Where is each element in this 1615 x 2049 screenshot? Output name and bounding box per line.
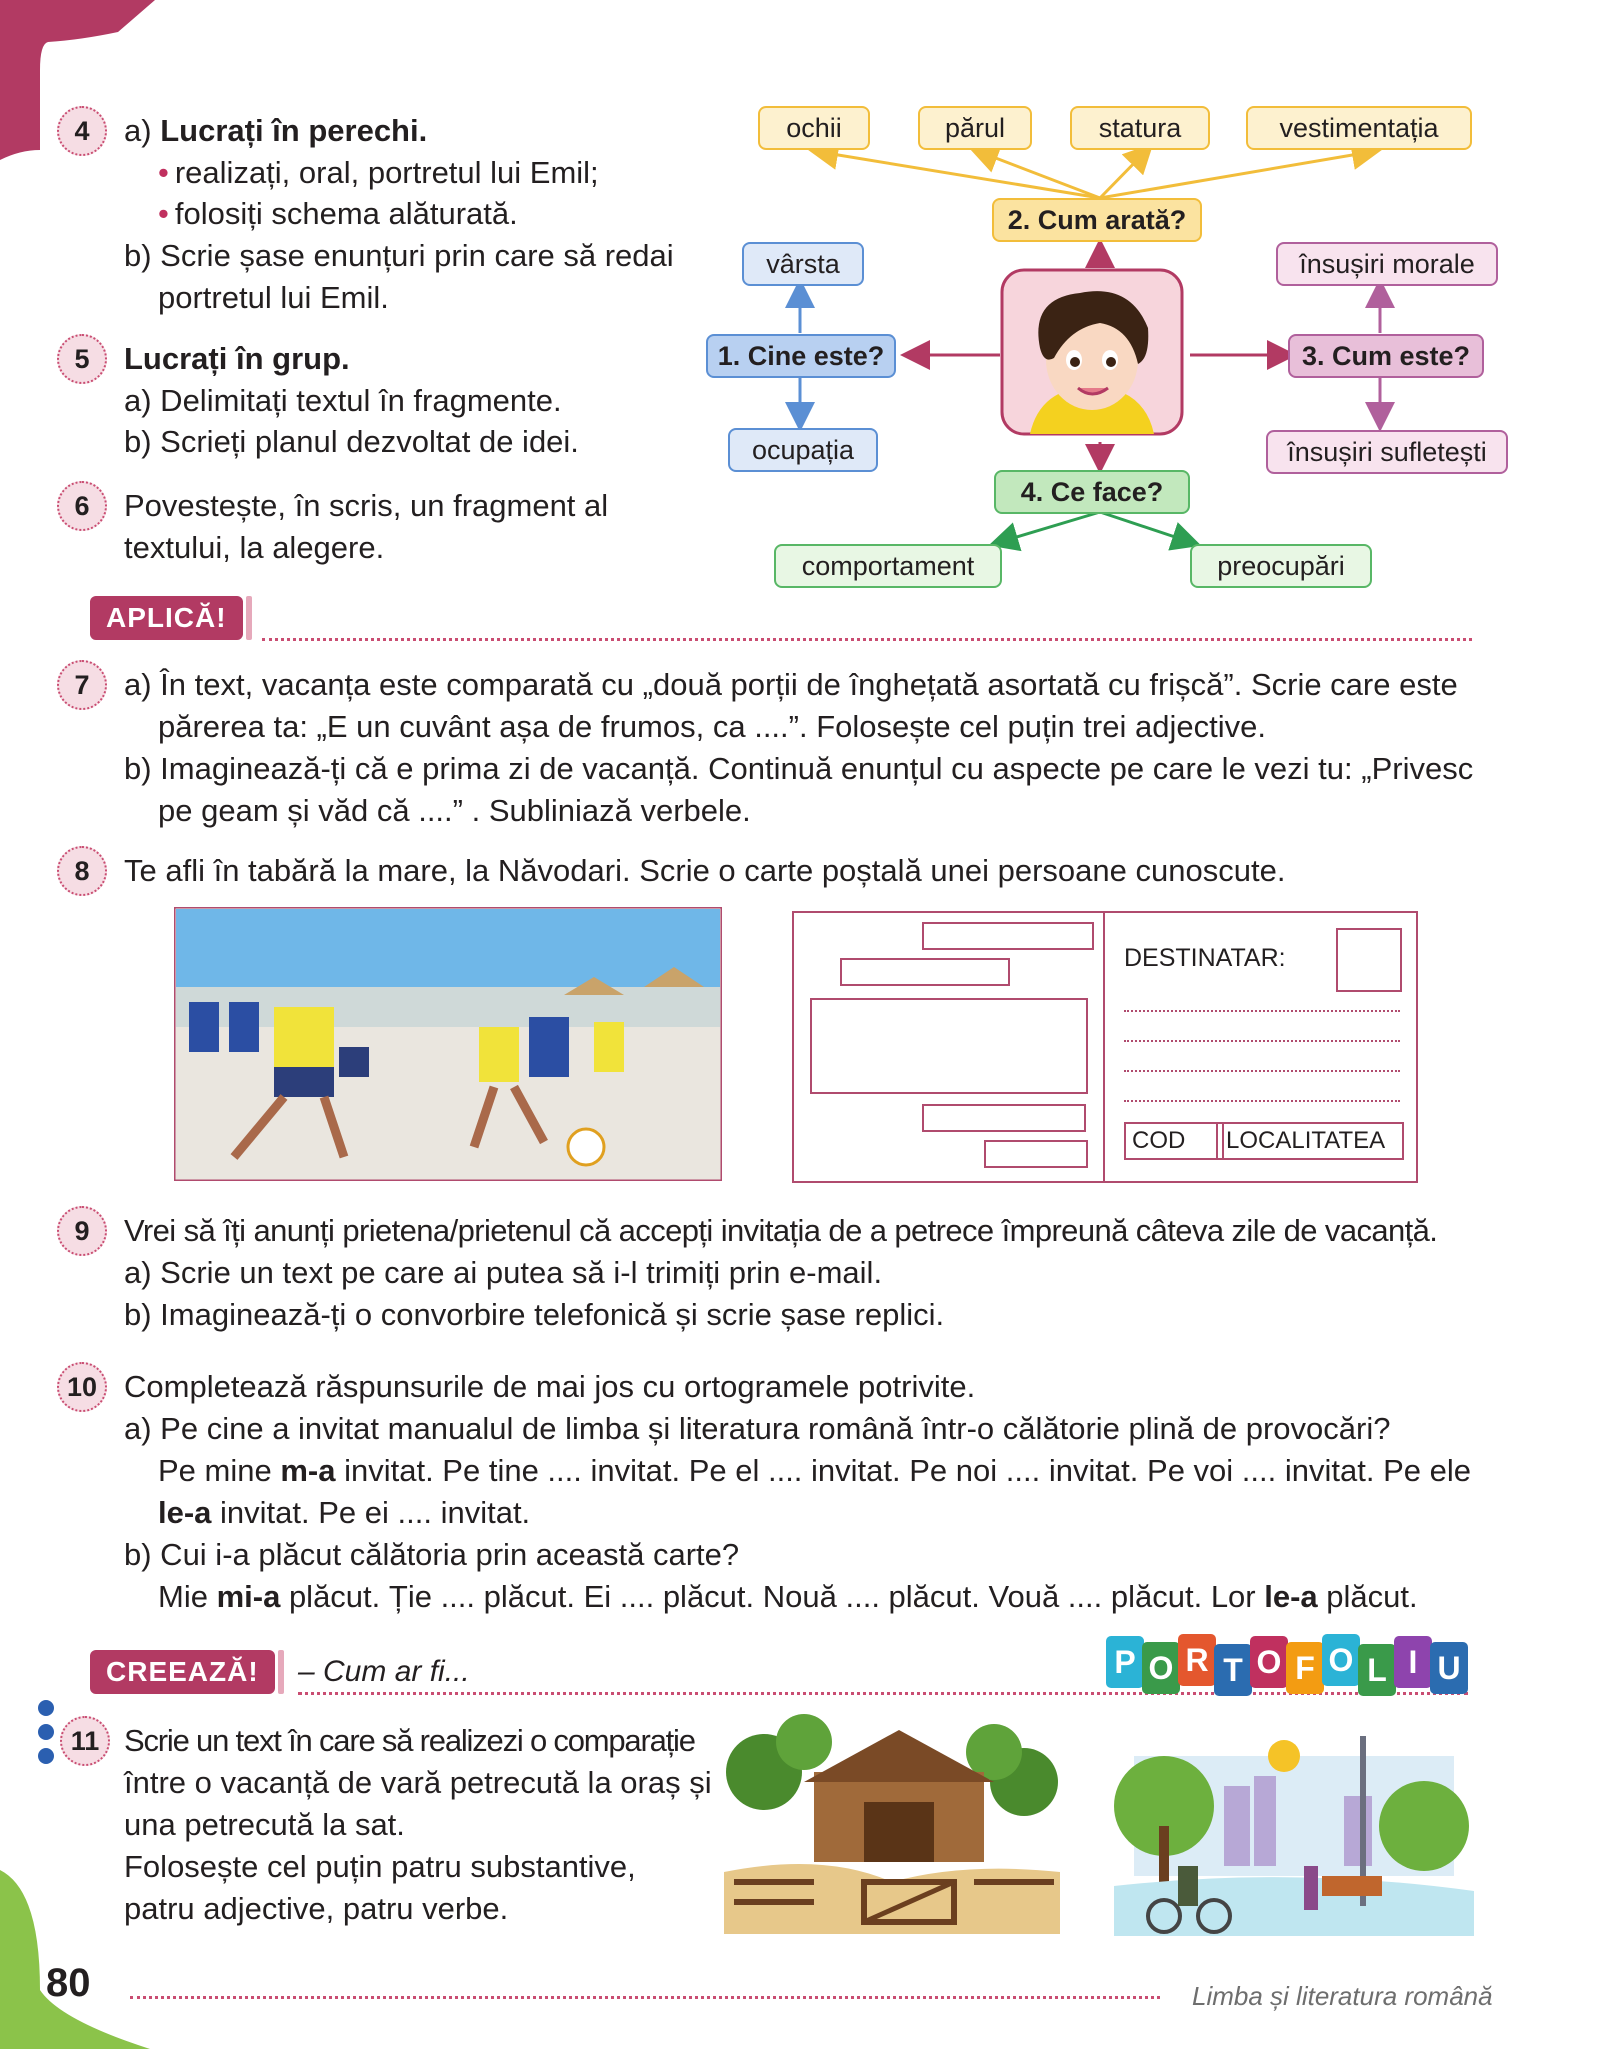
portofoliu-letter: R xyxy=(1178,1634,1216,1686)
bullet-item: • folosiți schema alăturată. xyxy=(158,196,518,231)
diagram-box-vestimentatia: vestimentația xyxy=(1246,106,1472,150)
diagram-box-ochii: ochii xyxy=(758,106,870,150)
postcard-stamp-box xyxy=(1336,928,1402,992)
diagram-question-cine-este: 1. Cine este? xyxy=(706,334,896,378)
diagram-box-insusiri-sufletesti: însușiri sufletești xyxy=(1266,430,1508,474)
portofoliu-letter: P xyxy=(1106,1636,1144,1688)
diagram-box-comportament: comportament xyxy=(774,544,1002,588)
exercise-11-line: între o vacanță de vară petrecută la oraș și xyxy=(124,1765,712,1800)
portofoliu-letter: I xyxy=(1394,1636,1432,1688)
exercise-10-b: b) Cui i-a plăcut călătoria prin această carte? xyxy=(124,1537,740,1572)
exercise-4-b: b) Scrie șase enunțuri prin care să redai xyxy=(124,238,674,273)
difficulty-dot xyxy=(38,1748,54,1764)
postcard-field xyxy=(922,1104,1086,1132)
diagram-box-insusiri-morale: însușiri morale xyxy=(1276,242,1498,286)
diagram-box-ocupatia: ocupația xyxy=(728,428,878,472)
portofoliu-letter: L xyxy=(1358,1644,1396,1696)
address-line xyxy=(1124,1010,1400,1012)
exercise-7-a-cont: părerea ta: „E un cuvânt așa de frumos, ca ....”. Folosește cel puțin trei adjective. xyxy=(158,709,1266,744)
exercise-6-line: textului, la alegere. xyxy=(124,530,385,565)
exercise-number: 9 xyxy=(57,1206,107,1256)
exercise-5-a: a) Delimitați textul în fragmente. xyxy=(124,383,562,418)
exercise-7-b-cont: pe geam și văd că ....” . Subliniază verbele. xyxy=(158,793,751,828)
instruction-title: Lucrați în perechi. xyxy=(160,113,428,148)
postcard-field xyxy=(922,922,1094,950)
exercise-4-a xyxy=(124,110,427,152)
diagram-box-parul: părul xyxy=(918,106,1032,150)
exercise-number: 7 xyxy=(57,660,107,710)
page-number: 80 xyxy=(46,1961,91,2005)
postcard-divider xyxy=(1103,911,1105,1181)
exercise-10-a: a) Pe cine a invitat manualul de limba și literatura română într-o călătorie plină de provocări? xyxy=(124,1411,1391,1446)
portofoliu-letter: U xyxy=(1430,1642,1468,1694)
address-line xyxy=(1124,1070,1400,1072)
portofoliu-letter: O xyxy=(1142,1642,1180,1694)
postcard-message-box xyxy=(810,998,1088,1094)
tag-bar xyxy=(278,1650,284,1694)
exercise-8-text: Te afli în tabără la mare, la Năvodari. Scrie o carte poștală unei persoane cunoscute. xyxy=(124,853,1286,888)
exercise-10-b-line2: Mie mi-a plăcut. Ție .... plăcut. Ei .... plăcut. Nouă .... plăcut. Vouă .... plăcut. Lor le-a plăcut. xyxy=(158,1579,1418,1614)
portofoliu-badge xyxy=(1106,1636,1472,1698)
exercise-11-line: patru adjective, patru verbe. xyxy=(124,1891,509,1926)
label: a) xyxy=(124,113,152,148)
section-tag-creeaza: CREEAZĂ! xyxy=(90,1650,275,1694)
footer-title: Limba și literatura română xyxy=(1192,1981,1493,2011)
exercise-10-text: Completează răspunsurile de mai jos cu ortogramele potrivite. xyxy=(124,1369,976,1404)
difficulty-dot xyxy=(38,1700,54,1716)
exercise-11-line: una petrecută la sat. xyxy=(124,1807,405,1842)
exercise-number: 11 xyxy=(60,1716,110,1766)
diagram-box-statura: statura xyxy=(1070,106,1210,150)
address-line xyxy=(1124,1100,1400,1102)
exercise-number: 4 xyxy=(57,106,107,156)
diagram-question-cum-este: 3. Cum este? xyxy=(1288,334,1484,378)
diagram-question-ce-face: 4. Ce face? xyxy=(994,470,1190,514)
boy-portrait-illustration xyxy=(1000,268,1184,438)
exercise-9-b: b) Imaginează-ți o convorbire telefonică și scrie șase replici. xyxy=(124,1297,945,1332)
exercise-10-a-line3: le-a invitat. Pe ei .... invitat. xyxy=(158,1495,531,1530)
beach-football-photo xyxy=(174,907,722,1181)
exercise-5-title: Lucrați în grup. xyxy=(124,341,350,376)
difficulty-dot xyxy=(38,1724,54,1740)
diagram-box-varsta: vârsta xyxy=(742,242,864,286)
bullet-item: • realizați, oral, portretul lui Emil; xyxy=(158,155,599,190)
exercise-number: 5 xyxy=(57,334,107,384)
section-divider xyxy=(262,638,1472,641)
village-barn-illustration xyxy=(724,1712,1060,1934)
exercise-4-b-cont: portretul lui Emil. xyxy=(158,280,389,315)
tag-bar xyxy=(246,596,252,640)
footer-divider xyxy=(130,1996,1160,1999)
postcard-localitatea-field: LOCALITATEA xyxy=(1216,1122,1404,1160)
exercise-10-a-line2: Pe mine m-a invitat. Pe tine .... invitat. Pe el .... invitat. Pe noi .... invitat. Pe voi .... invitat. Pe ele xyxy=(158,1453,1471,1488)
diagram-question-cum-arata: 2. Cum arată? xyxy=(992,198,1202,242)
exercise-5-b: b) Scrieți planul dezvoltat de idei. xyxy=(124,424,579,459)
address-line xyxy=(1124,1040,1400,1042)
postcard-field xyxy=(840,958,1010,986)
exercise-9-text: Vrei să îți anunți prietena/prietenul că accepți invitația de a petrece împreună câteva zile de vacanță. xyxy=(124,1213,1438,1248)
exercise-11-line: Scrie un text în care să realizezi o comparație xyxy=(124,1723,695,1758)
postcard-recipient-label: DESTINATAR: xyxy=(1124,944,1286,972)
portofoliu-letter: F xyxy=(1286,1642,1324,1694)
exercise-7-b: b) Imaginează-ți că e prima zi de vacanță. Continuă enunțul cu aspecte pe care le vezi tu: „Privesc xyxy=(124,751,1474,786)
portofoliu-letter: T xyxy=(1214,1644,1252,1696)
exercise-number: 10 xyxy=(57,1362,107,1412)
exercise-11-line: Folosește cel puțin patru substantive, xyxy=(124,1849,636,1884)
exercise-9-a: a) Scrie un text pe care ai putea să i-l trimiți prin e-mail. xyxy=(124,1255,883,1290)
exercise-number: 6 xyxy=(57,481,107,531)
portofoliu-letter: O xyxy=(1322,1634,1360,1686)
exercise-6-line: Povestește, în scris, un fragment al xyxy=(124,488,609,523)
section-tag-aplica: APLICĂ! xyxy=(90,596,243,640)
city-park-illustration xyxy=(1104,1716,1480,1936)
postcard-field xyxy=(984,1140,1088,1168)
diagram-box-preocupari: preocupări xyxy=(1190,544,1372,588)
exercise-7-a: a) În text, vacanța este comparată cu „două porții de înghețată asortată cu frișcă”. Scrie care este xyxy=(124,667,1458,702)
postcard-cod-field: COD xyxy=(1124,1122,1224,1160)
exercise-number: 8 xyxy=(57,846,107,896)
section-subtitle: – Cum ar fi... xyxy=(298,1655,470,1688)
portofoliu-letter: O xyxy=(1250,1636,1288,1688)
